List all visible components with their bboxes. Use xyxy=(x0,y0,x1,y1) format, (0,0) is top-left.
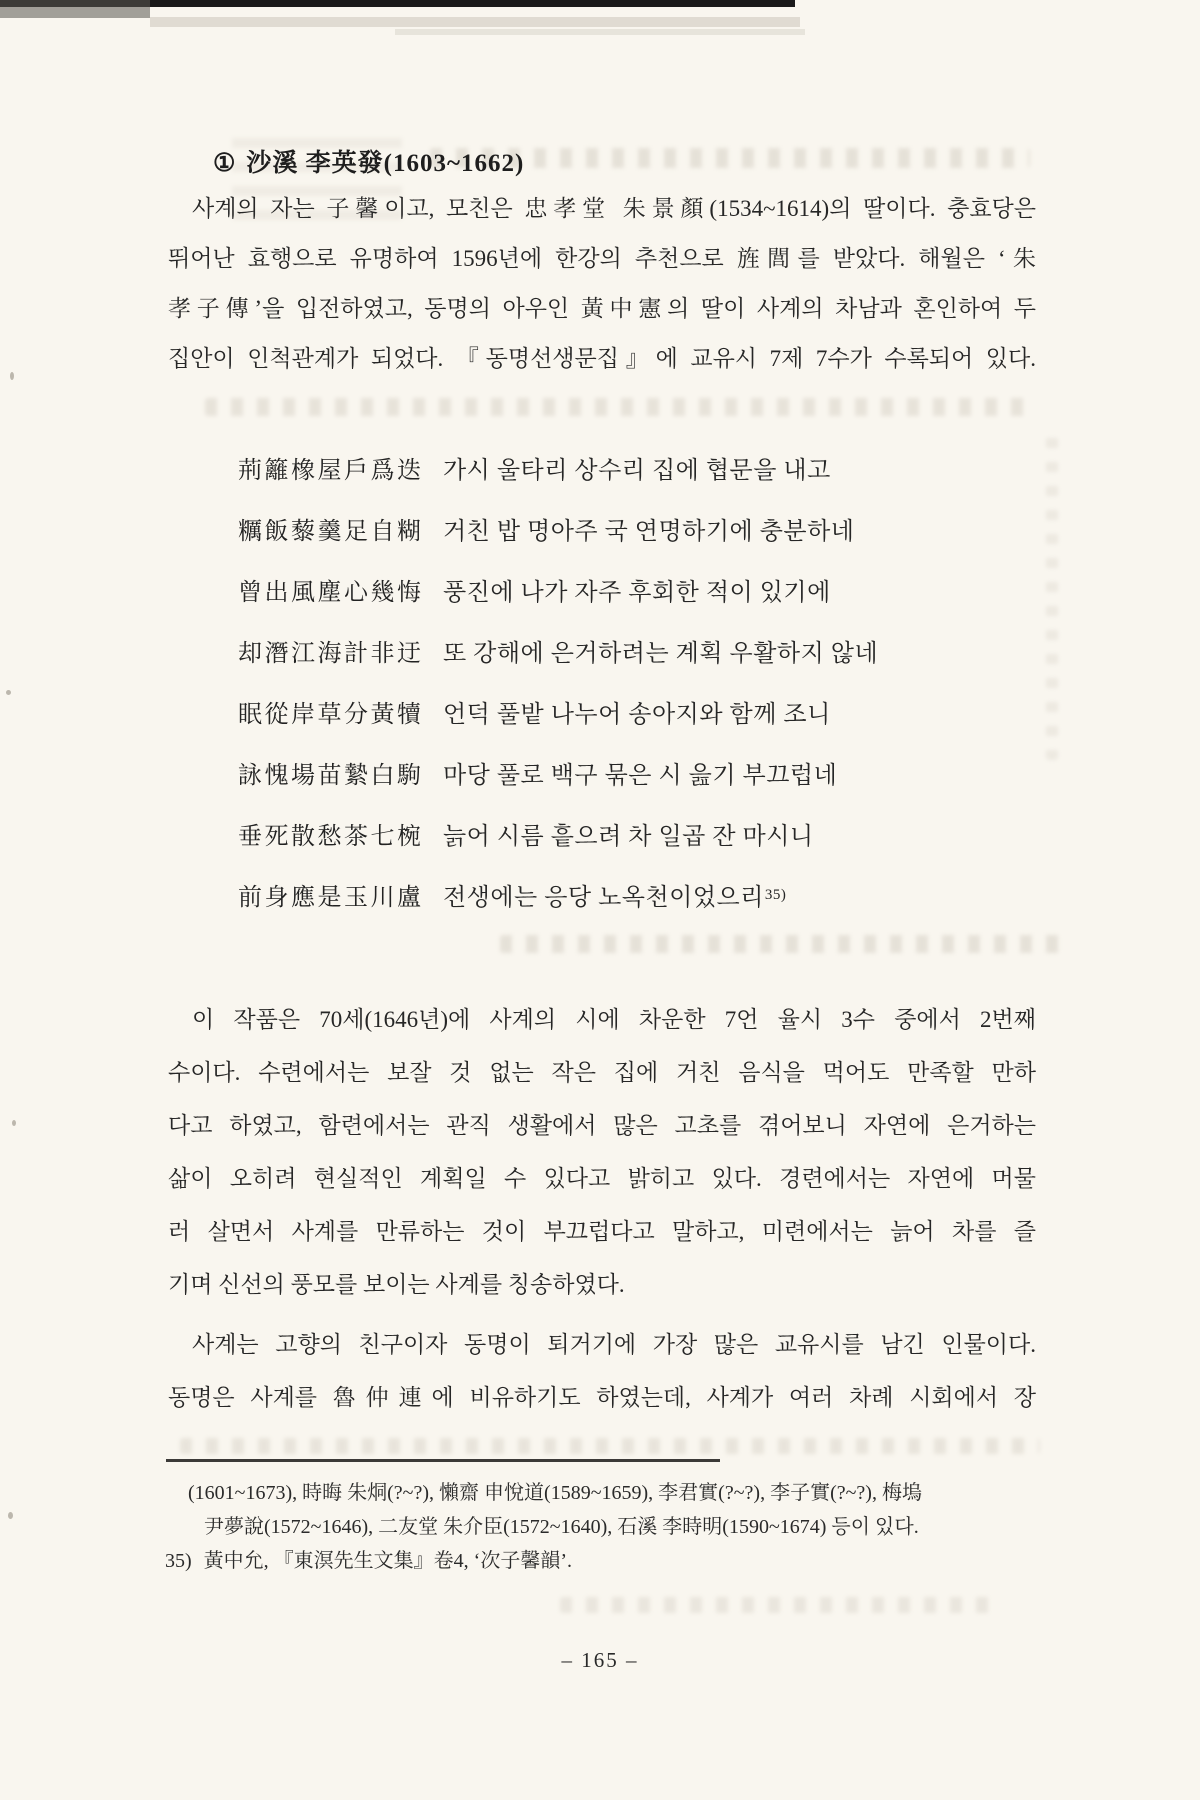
scan-edge-strip xyxy=(150,17,800,27)
poem-korean: 거친 밥 명아주 국 연명하기에 충분하네 xyxy=(443,519,855,545)
section-heading xyxy=(213,143,524,179)
poem-row xyxy=(238,620,1038,681)
poem-hanja: 糲飯藜羹足自糊 xyxy=(238,519,424,545)
paragraph-analysis xyxy=(168,993,1036,1311)
poem-row xyxy=(238,864,1038,925)
poem-korean: 가시 울타리 상수리 집에 협문을 내고 xyxy=(443,458,831,484)
text-line: 동명은 사계를 魯仲連에 비유하기도 하였는데, 사계가 여러 차례 시회에서 장 xyxy=(168,1385,1036,1410)
scan-speck xyxy=(8,1512,13,1519)
text-line: 뛰어난 효행으로 유명하여 1596년에 한강의 추천으로 旌閭를 받았다. 해월은 ‘朱 xyxy=(168,246,1036,271)
poem-korean: 전생에는 응당 노옥천이었으리$^{35)}$ xyxy=(443,885,787,911)
text-line: 이 작품은 70세(1646년)에 사계의 시에 차운한 7언 율시 3수 중에서 2번째 xyxy=(192,1007,1036,1032)
footnote-line: (1601~1673), 時晦 朱烔(?~?), 懶齋 申悅道(1589~1659), 李君實(?~?), 李子實(?~?), 梅塢 xyxy=(188,1482,922,1504)
page-number: – 165 – xyxy=(561,1648,639,1672)
text-line: 러 살면서 사계를 만류하는 것이 부끄럽다고 말하고, 미련에서는 늙어 차를 즐 xyxy=(168,1219,1036,1244)
scan-ghost xyxy=(1046,430,1058,760)
poem-row xyxy=(238,803,1038,864)
footnote-line: 尹夢說(1572~1646), 二友堂 朱介臣(1572~1640), 石溪 李時明(1590~1674) 등이 있다. xyxy=(204,1516,919,1538)
section-number: ① xyxy=(213,150,237,177)
poem-hanja: 詠愧場苗縶白駒 xyxy=(238,763,424,789)
poem-hanja: 眠從岸草分黃犢 xyxy=(238,702,424,728)
footnote-item xyxy=(165,1544,1045,1578)
scan-ghost xyxy=(180,1438,1040,1454)
footnote-text: 黃中允, 『東溟先生文集』卷4, ‘次子馨韻’. xyxy=(203,1550,572,1572)
text-line: 사계의 자는 子馨이고, 모친은 忠孝堂 朱景顏(1534~1614)의 딸이다. 충효당은 xyxy=(192,196,1036,221)
section-title: 沙溪 李英發(1603~1662) xyxy=(246,150,525,177)
footnote-continuation xyxy=(165,1476,1045,1544)
scan-edge-strip xyxy=(395,29,805,35)
poem-hanja: 荊籬橡屋戶爲迭 xyxy=(238,458,424,484)
poem-row xyxy=(238,559,1038,620)
poem-hanja: 却潛江海計非迂 xyxy=(238,641,424,667)
footnote-reference: 35) xyxy=(764,887,787,903)
scan-edge-strip xyxy=(0,0,150,18)
text-line: 삶이 오히려 현실적인 계획일 수 있다고 밝히고 있다. 경련에서는 자연에 머물 xyxy=(168,1166,1036,1191)
poem-block xyxy=(238,437,1038,925)
scan-ghost xyxy=(205,398,1035,416)
text-line: 孝子傳’을 입전하였고, 동명의 아우인 黃中憲의 딸이 사계의 차남과 혼인하여 두 xyxy=(168,296,1036,321)
poem-hanja: 垂死散愁茶七椀 xyxy=(238,824,424,850)
scan-speck xyxy=(6,690,11,695)
paragraph-intro xyxy=(168,184,1036,384)
poem-row xyxy=(238,437,1038,498)
poem-korean: 풍진에 나가 자주 후회한 적이 있기에 xyxy=(443,580,831,606)
paragraph-closing xyxy=(168,1318,1036,1424)
footnote-number: 35) xyxy=(165,1550,192,1572)
text-line: 다고 하였고, 함련에서는 관직 생활에서 많은 고초를 겪어보니 자연에 은거하는 xyxy=(168,1113,1036,1138)
poem-korean: 언덕 풀밭 나누어 송아지와 함께 조니 xyxy=(443,702,831,728)
scan-speck xyxy=(10,372,14,380)
scan-speck xyxy=(12,1120,16,1126)
poem-row xyxy=(238,498,1038,559)
poem-row xyxy=(238,681,1038,742)
poem-row xyxy=(238,742,1038,803)
text-line: 수이다. 수련에서는 보잘 것 없는 작은 집에 거친 음식을 먹어도 만족할 만하 xyxy=(168,1060,1036,1085)
scan-ghost xyxy=(500,935,1060,953)
text-line: 집안이 인척관계가 되었다. 『동명선생문집』에 교유시 7제 7수가 수록되어 있다. xyxy=(168,346,1036,371)
poem-hanja: 前身應是玉川盧 xyxy=(238,885,424,911)
text-line: 사계는 고향의 친구이자 동명이 퇴거기에 가장 많은 교유시를 남긴 인물이다. xyxy=(192,1332,1036,1357)
poem-korean: 마당 풀로 백구 묶은 시 읊기 부끄럽네 xyxy=(443,763,838,789)
text-line: 기며 신선의 풍모를 보이는 사계를 칭송하였다. xyxy=(168,1272,625,1297)
poem-hanja: 曾出風塵心幾悔 xyxy=(238,580,424,606)
footnote-list xyxy=(165,1544,1045,1578)
scan-ghost xyxy=(560,1597,990,1613)
footnote-divider xyxy=(166,1459,720,1462)
poem-korean: 늙어 시름 흩으려 차 일곱 잔 마시니 xyxy=(443,824,814,850)
poem-korean: 또 강해에 은거하려는 계획 우활하지 않네 xyxy=(443,641,879,667)
